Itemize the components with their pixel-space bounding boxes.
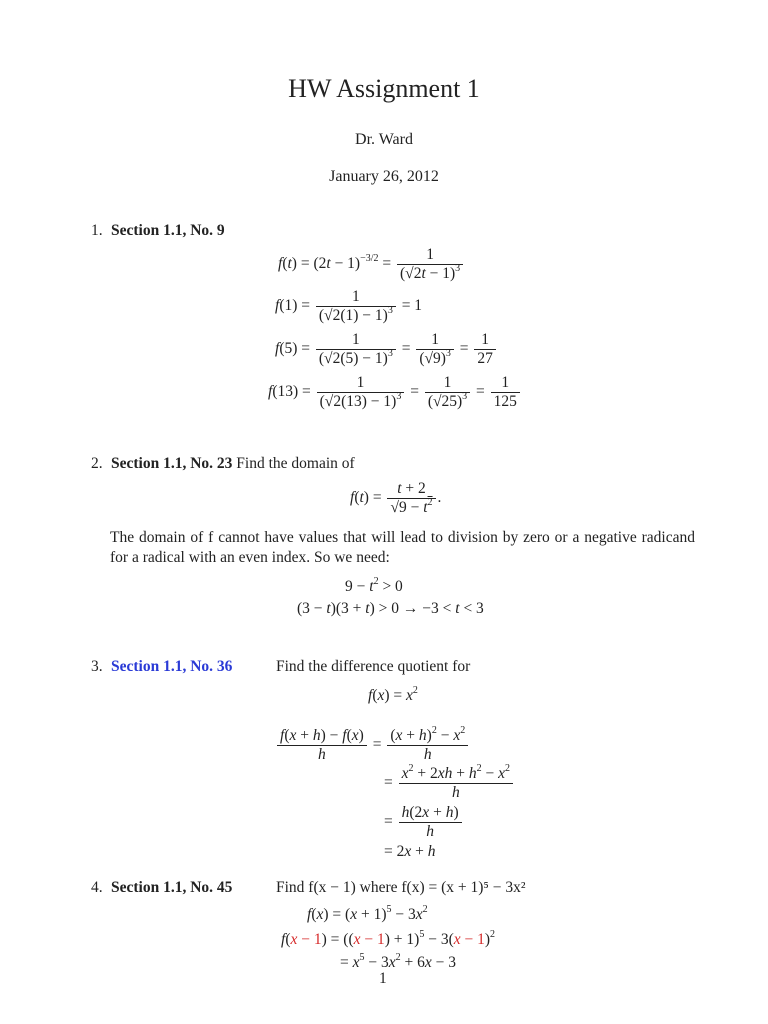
- problem-1-number: 1.: [91, 222, 103, 239]
- date: January 26, 2012: [329, 168, 439, 185]
- equation-3a: $f(x) = x^2$: [368, 685, 418, 704]
- problem-2-paragraph: The domain of f cannot have values that will lead to division by zero or a negative radicand for a radical with an even index. So we need:: [110, 529, 695, 566]
- author: Dr. Ward: [355, 131, 413, 148]
- problem-1-heading: Section 1.1, No. 9: [111, 222, 225, 239]
- problem-4-number: 4.: [91, 879, 103, 896]
- equation-2a: f(t) = $\frac{t + 2}{√9 - t^2}$ .: [350, 480, 442, 516]
- problem-3-heading: Section 1.1, No. 36: [111, 658, 233, 675]
- equation-3c: = $\frac{x^2 + 2xh + h^2 - x^2}{h}$: [384, 765, 515, 802]
- equation-1b: f(1) = $\frac{1}{(√2(1) - 1)^3}$ = 1: [275, 288, 423, 324]
- equation-3d: = $\frac{h(2x + h)}{h}$: [384, 804, 464, 841]
- equation-1a: $f(t) = (2t - 1)^{-3/2}$ = $\frac{1}{(√2t - 1)^3}$: [278, 246, 465, 283]
- problem-2-heading: Section 1.1, No. 23: [111, 455, 233, 472]
- problem-2-line: [111, 455, 355, 473]
- equation-2c: (3 − t)(3 + t) > 0 → −3 < t < 3: [297, 600, 484, 617]
- equation-4b: $f(x - 1) = ((x - 1) + 1)^5 - 3(x - 1)^2$: [281, 929, 496, 948]
- problem-4-text: Find f(x − 1) where f(x) = (x + 1)⁵ − 3x²: [276, 879, 526, 896]
- equation-3e: = 2x + h: [384, 843, 436, 860]
- problem-4-heading: Section 1.1, No. 45: [111, 879, 233, 896]
- equation-3b: $\frac{f(x + h) - f(x)}{h}$ = $\frac{(x + h)^2 - x^2}{h}$: [275, 727, 470, 764]
- problem-2-number: 2.: [91, 455, 103, 472]
- page-title: HW Assignment 1: [288, 74, 480, 103]
- problem-3-number: 3.: [91, 658, 103, 675]
- page-number: 1: [379, 970, 387, 987]
- equation-4c: = $x^5 - 3x^2 + 6x - 3$: [340, 952, 457, 971]
- equation-2b: $9 - t^2 > 0$: [345, 576, 403, 595]
- problem-2-text: Find the domain of: [236, 455, 355, 472]
- equation-1d: f(13) = $\frac{1}{(√2(13) - 1)^3}$ = $\frac{1}{(√25)^3}$ = $\frac{1}{125}$: [268, 374, 522, 411]
- equation-1c: f(5) = $\frac{1}{(√2(5) - 1)^3}$ = $\frac{1}{(√9)^3}$ = $\frac{1}{27}$: [275, 331, 498, 368]
- equation-4a: $f(x) = (x + 1)^5 - 3x^2$: [307, 904, 428, 923]
- problem-3-text: Find the difference quotient for: [276, 658, 471, 675]
